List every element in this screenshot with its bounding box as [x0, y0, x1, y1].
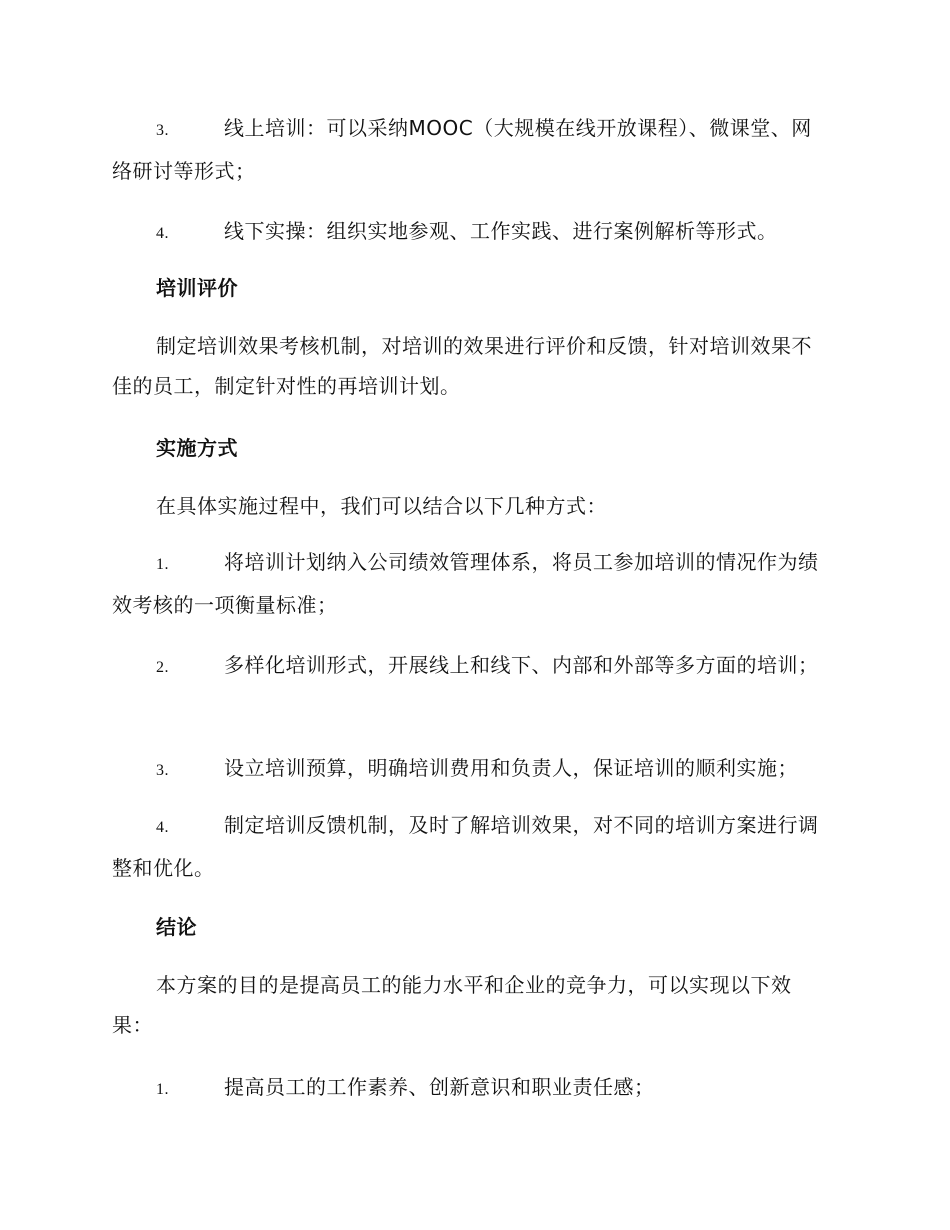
list-number: 3.	[156, 122, 169, 139]
list-item-impl-3	[112, 748, 832, 791]
list-item-impl-4	[112, 805, 832, 888]
list-item-text: 将培训计划纳入公司绩效管理体系，将员工参加培训的情况作为绩效考核的一项衡量标准；	[112, 550, 819, 617]
list-number: 1.	[156, 556, 169, 573]
section-heading-evaluation: 培训评价	[156, 276, 238, 300]
conclusion-paragraph: 本方案的目的是提高员工的能力水平和企业的竞争力，可以实现以下效果：	[112, 973, 792, 1037]
list-item-conclusion-1	[112, 1067, 832, 1110]
list-item-offline-practice	[112, 211, 832, 254]
list-number: 4.	[156, 225, 169, 242]
list-item-impl-2	[112, 645, 832, 688]
implementation-intro: 在具体实施过程中，我们可以结合以下几种方式：	[156, 494, 607, 518]
list-item-online-training	[112, 108, 832, 191]
list-item-text: 线上培训：可以采纳MOOC（大规模在线开放课程）、微课堂、网络研讨等形式；	[112, 116, 812, 183]
list-item-text: 设立培训预算，明确培训费用和负责人，保证培训的顺利实施；	[224, 756, 798, 780]
section-heading-implementation: 实施方式	[156, 436, 238, 460]
list-item-text: 多样化培训形式，开展线上和线下、内部和外部等多方面的培训；	[224, 653, 819, 677]
list-item-text: 提高员工的工作素养、创新意识和职业责任感；	[224, 1075, 655, 1099]
list-item-impl-1	[112, 542, 832, 625]
list-number: 1.	[156, 1081, 169, 1098]
evaluation-paragraph: 制定培训效果考核机制，对培训的效果进行评价和反馈，针对培训效果不佳的员工，制定针对性的再培训计划。	[112, 334, 812, 398]
list-number: 2.	[156, 659, 169, 676]
list-item-text: 制定培训反馈机制，及时了解培训效果，对不同的培训方案进行调整和优化。	[112, 813, 819, 880]
list-number: 3.	[156, 762, 169, 779]
list-number: 4.	[156, 819, 169, 836]
list-item-text: 线下实操：组织实地参观、工作实践、进行案例解析等形式。	[224, 219, 778, 243]
section-heading-conclusion: 结论	[156, 915, 197, 939]
